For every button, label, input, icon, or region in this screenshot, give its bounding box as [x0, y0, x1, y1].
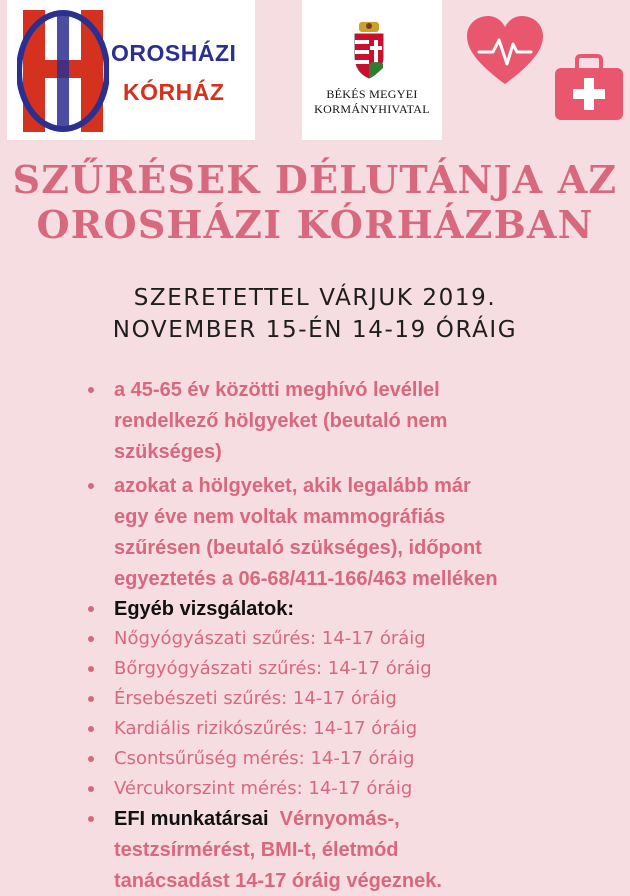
list-heading-other-exams	[0, 594, 630, 624]
efi-label: EFI munkatársai	[114, 808, 269, 830]
list-item-text: Egyéb vizsgálatok:	[114, 598, 295, 620]
bullet-dot	[88, 726, 94, 732]
hospital-name-line2: KÓRHÁZ	[123, 79, 225, 105]
list-item-continuation	[0, 835, 630, 865]
bullet-dot	[88, 786, 94, 792]
list-item-text: rendelkező hölgyeket (beutaló nem	[114, 410, 448, 432]
list-item-text: testzsírmérést, BMI-t, életmód	[114, 839, 399, 861]
list-item-text: a 45-65 év közötti meghívó levéllel	[114, 379, 440, 401]
list-item-continuation	[0, 533, 630, 563]
list-item-continuation	[0, 437, 630, 467]
list-item	[0, 471, 630, 501]
medical-kit-icon	[553, 52, 625, 122]
list-item	[0, 714, 630, 744]
subtitle-line2: NOVEMBER 15-ÉN 14-19 ÓRÁIG	[112, 317, 518, 343]
hospital-logo	[7, 0, 255, 140]
list-item-text: tanácsadást 14-17 óráig végeznek.	[114, 870, 442, 892]
list-item-text: Vércukorszint mérés: 14-17 óráig	[114, 778, 413, 799]
list-item-continuation	[0, 866, 630, 896]
list-item-efi	[0, 804, 630, 834]
list-item-text: Érsebészeti szűrés: 14-17 óráig	[114, 688, 397, 709]
list-item	[0, 774, 630, 804]
list-item-text: szűrésen (beutaló szükséges), időpont	[114, 537, 482, 559]
hospital-h-logo	[17, 8, 109, 134]
gov-office-logo	[302, 0, 442, 140]
heart-pulse-icon	[465, 14, 545, 89]
list-item-text: azokat a hölgyeket, akik legalább már	[114, 475, 471, 497]
list-item	[0, 744, 630, 774]
list-item-continuation	[0, 502, 630, 532]
gov-office-line1: BÉKÉS MEGYEI	[326, 87, 418, 101]
coat-of-arms-icon	[349, 20, 389, 80]
list-item-text: Csontsűrűség mérés: 14-17 óráig	[114, 748, 415, 769]
list-item-text: Bőrgyógyászati szűrés: 14-17 óráig	[114, 658, 432, 679]
bullet-dot	[88, 636, 94, 642]
bullet-dot	[88, 816, 94, 822]
efi-text: Vérnyomás-,	[279, 808, 400, 830]
gov-office-line2: KORMÁNYHIVATAL	[314, 102, 430, 116]
bullet-dot	[88, 756, 94, 762]
list-item-continuation	[0, 564, 630, 594]
bullet-dot	[88, 387, 94, 393]
page-title-line1: SZŰRÉSEK DÉLUTÁNJA AZ	[12, 157, 618, 202]
list-item	[0, 654, 630, 684]
bullet-dot	[88, 606, 94, 612]
list-item-continuation	[0, 406, 630, 436]
list-item	[0, 375, 630, 405]
list-item-text: Nőgyógyászati szűrés: 14-17 óráig	[114, 628, 426, 649]
bullet-dot	[88, 483, 94, 489]
list-item-text: egy éve nem voltak mammográfiás	[114, 506, 446, 528]
list-item-text: szükséges)	[114, 441, 222, 463]
list-item-text: egyeztetés a 06-68/411-166/463 melléken	[114, 568, 498, 590]
hospital-name-line1: OROSHÁZI	[111, 40, 237, 66]
page-title-line2: OROSHÁZI KÓRHÁZBAN	[36, 202, 594, 247]
bullet-dot	[88, 666, 94, 672]
list-item-text: Kardiális rizikószűrés: 14-17 óráig	[114, 718, 418, 739]
subtitle-line1: SZERETETTEL VÁRJUK 2019.	[133, 285, 497, 311]
bullet-dot	[88, 696, 94, 702]
list-item	[0, 624, 630, 654]
list-item-text	[114, 807, 400, 831]
list-item	[0, 684, 630, 714]
